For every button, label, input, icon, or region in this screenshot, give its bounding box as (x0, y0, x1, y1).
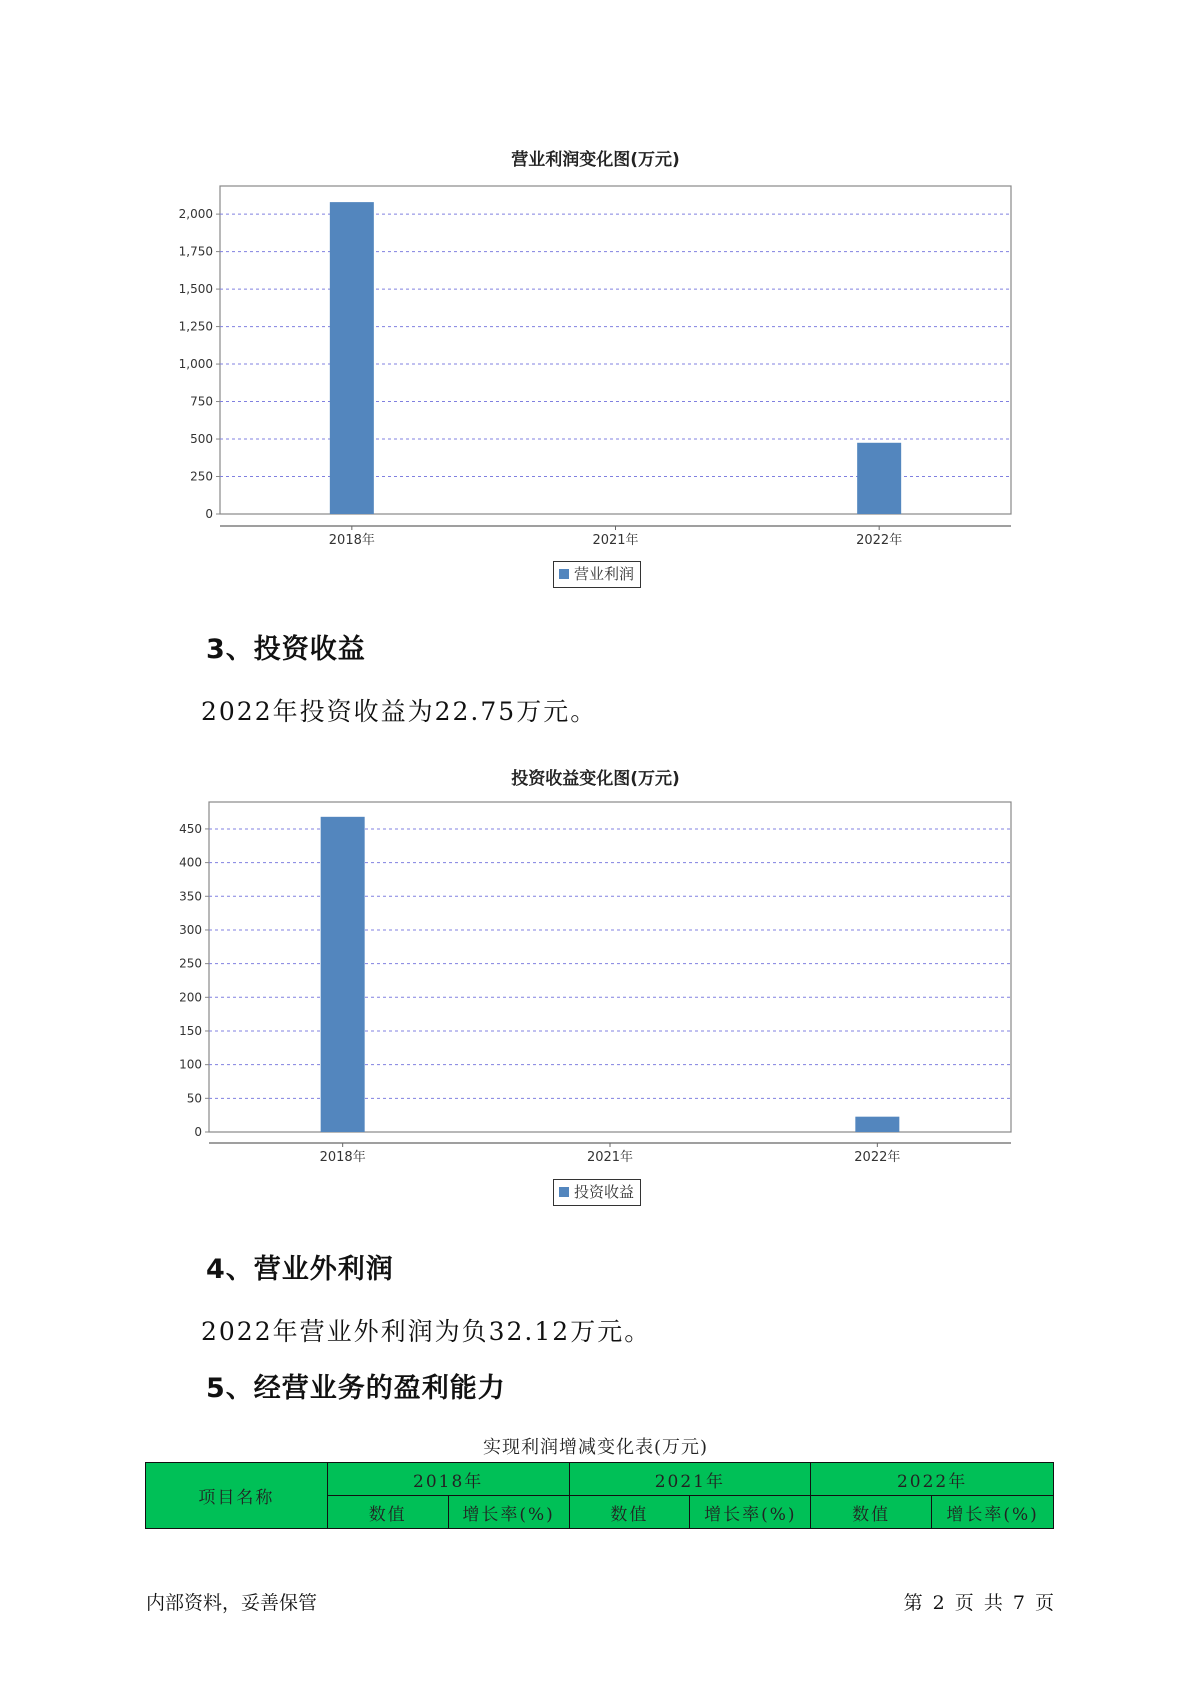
x-tick-label: 2018年 (328, 533, 375, 548)
table-caption: 实现利润增减变化表(万元) (482, 1437, 709, 1458)
table-subheader-value: 数值 (327, 1496, 448, 1529)
bar (321, 817, 365, 1132)
section-3-heading: 3、投资收益 (206, 634, 366, 665)
table-header-year: 2021年 (569, 1463, 811, 1496)
y-tick-label: 0 (205, 507, 213, 521)
chart-legend (553, 561, 641, 588)
table-subheader-value: 数值 (569, 1496, 690, 1529)
bar (855, 1117, 899, 1132)
y-tick-label: 250 (179, 956, 202, 971)
y-tick-label: 1,000 (178, 357, 213, 372)
y-tick-label: 0 (194, 1125, 202, 1139)
legend-label: 投资收益 (574, 1183, 635, 1201)
y-tick-label: 100 (179, 1057, 202, 1072)
section-4-heading: 4、营业外利润 (206, 1254, 394, 1285)
legend-swatch (559, 1187, 569, 1197)
x-tick-label: 2022年 (854, 1150, 901, 1165)
x-tick-label: 2022年 (856, 533, 903, 548)
table-header-year: 2022年 (811, 1463, 1054, 1496)
operating-profit-chart (0, 0, 1191, 600)
table-header-year: 2018年 (327, 1463, 569, 1496)
y-tick-label: 2,000 (178, 207, 213, 222)
y-tick-label: 50 (186, 1091, 202, 1106)
legend-label: 营业利润 (574, 565, 635, 583)
table-subheader-value: 数值 (811, 1496, 932, 1529)
section-3-text: 2022年投资收益为22.75万元。 (201, 697, 598, 726)
x-tick-label: 2018年 (319, 1150, 366, 1165)
table-header-item-name: 项目名称 (146, 1463, 328, 1529)
y-tick-label: 450 (179, 821, 202, 836)
section-4-text: 2022年营业外利润为负32.12万元。 (201, 1317, 652, 1346)
y-tick-label: 750 (190, 394, 213, 409)
chart-title: 投资收益变化图(万元) (511, 769, 680, 789)
y-tick-label: 500 (190, 432, 213, 447)
y-tick-label: 300 (179, 922, 202, 937)
y-tick-label: 1,750 (178, 244, 213, 259)
y-tick-label: 400 (179, 855, 202, 870)
footer-page-number: 第 2 页 共 7 页 (903, 1592, 1054, 1614)
y-tick-label: 200 (179, 990, 202, 1005)
x-tick-label: 2021年 (586, 1150, 634, 1165)
bar (857, 443, 901, 514)
y-tick-label: 1,250 (178, 319, 213, 334)
y-tick-label: 150 (179, 1023, 202, 1038)
legend-swatch (559, 569, 569, 579)
bar (330, 202, 374, 514)
investment-income-chart (0, 740, 1191, 1220)
table-subheader-growth: 增长率(%) (448, 1496, 569, 1529)
y-tick-label: 250 (190, 469, 213, 484)
x-tick-label: 2021年 (592, 533, 639, 548)
chart-legend (553, 1179, 641, 1206)
table-subheader-growth: 增长率(%) (690, 1496, 811, 1529)
section-5-heading: 5、经营业务的盈利能力 (206, 1373, 506, 1404)
chart-plot (0, 740, 1191, 1220)
table-subheader-growth: 增长率(%) (932, 1496, 1054, 1529)
y-tick-label: 350 (179, 889, 202, 904)
footer-confidential-note: 内部资料，妥善保管 (146, 1592, 318, 1614)
chart-title: 营业利润变化图(万元) (511, 150, 680, 170)
profit-change-table (145, 1462, 1054, 1529)
y-tick-label: 1,500 (178, 282, 213, 297)
chart-plot (0, 0, 1191, 600)
